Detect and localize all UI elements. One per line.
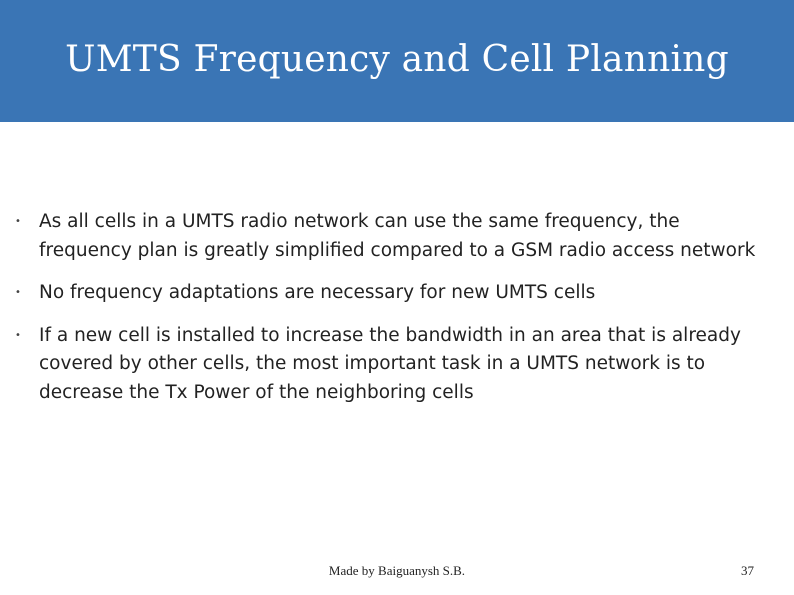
bullet-marker: • <box>15 216 21 227</box>
page-number: 37 <box>741 563 754 578</box>
bullet-text: If a new cell is installed to increase the bandwidth in an area that is already covered by other cells, the most important task in a UMTS network is to decrease the Tx Power of the neighboring cells <box>39 324 741 403</box>
bullet-marker: • <box>15 287 21 298</box>
bullet-text: As all cells in a UMTS radio network can use the same frequency, the frequency plan is greatly simplified compared to a GSM radio access network <box>39 211 756 261</box>
footer-author: Made by Baiguanysh S.B. <box>328 563 466 578</box>
bullet-item <box>0 322 794 408</box>
bullet-list <box>0 208 794 421</box>
title-bar <box>0 0 794 122</box>
bullet-marker: • <box>15 329 21 341</box>
slide-title: UMTS Frequency and Cell Planning <box>65 38 729 80</box>
bullet-item <box>0 279 794 308</box>
bullet-item <box>0 208 794 265</box>
bullet-text: No frequency adaptations are necessary for new UMTS cells <box>39 282 596 303</box>
